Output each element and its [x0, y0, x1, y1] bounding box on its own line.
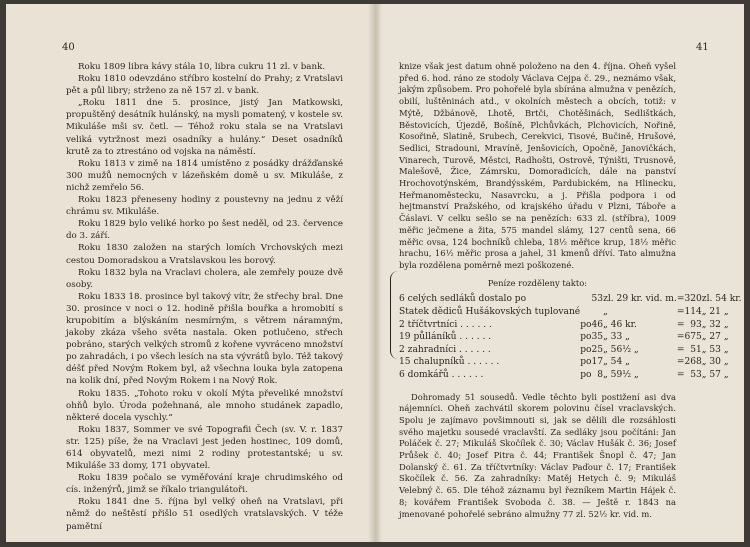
ledger-po: po	[580, 319, 592, 330]
ledger-name: Statek dědiců Hušákovských tuplované	[399, 306, 581, 317]
ledger-rest: „ 57 „	[701, 369, 729, 380]
ledger-rest: „ 32 „	[701, 319, 729, 330]
ledger-rest: „ 30 „	[701, 357, 729, 368]
ledger-po: po	[580, 344, 592, 355]
ledger-row	[399, 331, 742, 344]
ledger-unit: „ 33 „	[603, 332, 630, 343]
paragraph: „Roku 1811 dne 5. prosince, jistý Jan Matkowski, propuštěný desátník hulánský, na mysli pomatený, v kostele sv. Mikuláše mši sv. četl. — Téhož roku stala se na Vratslavi veliká vytržnost mezi osadníky a hulány.“ Deset osadníků krutě za to ztrestáno od vojska na náměstí.	[66, 98, 343, 157]
ledger-amount	[591, 306, 603, 319]
ledger-equals: =	[676, 344, 685, 355]
ledger-row	[399, 293, 742, 306]
ledger-rest: „ 27 „	[701, 332, 729, 343]
ledger-rest: „ 21 „	[701, 306, 729, 317]
ledger-table	[399, 293, 742, 381]
ledger-result: 320	[684, 294, 702, 305]
ledger-unit: zl. 29 kr. vid. m.	[603, 294, 677, 305]
right-page	[375, 4, 744, 542]
ledger-equals: =	[676, 319, 685, 330]
paragraph: Roku 1832 byla na Vraclavi cholera, ale zemřely pouze dvě osoby.	[66, 267, 343, 290]
ledger-result: 53	[690, 369, 702, 380]
ledger-row	[399, 344, 742, 357]
ledger-amount: 8	[597, 369, 604, 380]
ledger-name: 6 domkářů . . . . . .	[399, 369, 484, 380]
ledger-equals: =	[676, 294, 685, 305]
paragraph: Roku 1813 v zimě na 1814 umístěno z posádky drážďanské 300 mužů nemocných v lázeňském domě u sv. Mikuláše, z nichž zemřelo 56.	[66, 158, 343, 193]
ledger-unit: „ 54 „	[603, 357, 630, 368]
ledger-name: 15 chalupníků . . . . . .	[399, 357, 500, 368]
paragraph: Dohromady 51 sousedů. Vedle těchto byli postižení asi dva nájemníci. Oheň zachvátil skorem polovinu čísel vraclavských. Spolu je zajímavo povšimnouti si, jak se dělili dle rozsáhlosti svého majetku sousedé vraclavští. Za sedláky jsou počítáni: Jan Poláček č. 27; Mikuláš Skočílek č. 30; Václav Hušák č. 36; Josef Průšek č. 40; Josef Pitra č. 44; František Šnopl č. 47; Jan Dolanský č. 61. Za tříčtvrtníky: Václav Paďour č. 17; František Skočílek č. 56. Za zahradníky: Matěj Hetych č. 9; Mikuláš Velebný č. 65. Dle téhož záznamu byl řezníkem Martin Hájek č. 8; kovářem František Svoboda č. 38. — Ještě r. 1843 na jmenované pohořelé sebráno almužny 77 zl. 52½ kr. vid. m.	[399, 391, 676, 519]
paragraph: Roku 1829 bylo veliké horko po šest neděl, od 23. července do 3. září.	[66, 219, 343, 242]
paragraph: Roku 1835. „Tohoto roku v okolí Mýta převeliké množství ohňů bylo. Úroda požehnaná, ale mnoho studánek zapadlo, některé docela vyschly.“	[66, 388, 343, 423]
right-page-text	[399, 61, 742, 520]
ledger-name: 2 tříčtvrtníci . . . . . .	[399, 319, 492, 330]
ledger-po: po	[580, 332, 592, 343]
paragraph: Roku 1841 dne 5. října byl velký oheň na Vratslavi, při němž do neštěstí přišlo 51 osedlých vratslavských. V téže pamětní	[66, 497, 343, 532]
ledger-equals: =	[676, 357, 685, 368]
ledger-row	[399, 369, 742, 382]
ledger-name: 19 půlláníků . . . . . .	[399, 332, 492, 343]
ledger-amount: 53	[591, 294, 604, 305]
left-page	[6, 4, 375, 542]
paragraph: Roku 1839 počalo se vyměřování kraje chrudimského od cís. inženýrů, jimž se říkalo triangulátoři.	[66, 473, 343, 496]
ledger-rest: „ 53 „	[701, 344, 729, 355]
ledger-po: po	[580, 357, 592, 368]
ledger-result: 268	[684, 357, 702, 368]
ledger-row	[399, 319, 742, 332]
ledger-po: po	[580, 369, 592, 380]
ledger-po	[580, 306, 591, 319]
ledger-unit: „ 56½ „	[603, 344, 639, 355]
ledger-amount: 35	[591, 332, 604, 343]
ledger-result: 114	[684, 306, 702, 317]
ledger-name: 6 celých sedláků dostalo po	[399, 294, 527, 305]
ledger-name: 2 zahradníci . . . . . .	[399, 344, 491, 355]
page-number: 40	[62, 42, 75, 53]
paragraph: Roku 1823 přeneseny hodiny z poustevny na jednu z věží chrámu sv. Mikuláše.	[66, 195, 343, 218]
page-number: 41	[696, 42, 709, 53]
ledger-equals: =	[676, 306, 685, 317]
ledger-unit: „ 46 kr.	[603, 319, 637, 330]
paragraph: Roku 1810 odevzdáno stříbro kostelní do Prahy; z Vratslavi pět a půl libry; strženo za ně 157 zl. v bank.	[66, 74, 343, 97]
paragraph: Roku 1837, Sommer ve své Topografii Čech (sv. V. r. 1837 str. 125) píše, že na Vraclavi jest jeden hostinec, 109 domů, 614 obyvatelů, mezi nimi 2 rodiny protestantské; u sv. Mikuláše 33 domy, 171 obyvatel.	[66, 424, 343, 472]
ledger-result: 51	[690, 344, 702, 355]
ledger-result: 675	[684, 332, 702, 343]
left-page-text	[66, 61, 343, 533]
ledger-equals: =	[676, 332, 685, 343]
ledger-row	[399, 356, 742, 369]
paragraph: knize však jest datum ohně položeno na den 4. října. Oheň vyšel před 6. hod. ráno ze stodoly Václava Cejpa č. 29., neznámo však, jakým způsobem. Pro pohořelé byla sbírána almužna v penězích, obilí, luštěninách atd., v okolních městech a obcích, totiž: v Mýtě, Džbánově, Lhotě, Brtči, Chotěšinách, Sedlištkách, Běstovicích, Újezdě, Bošíně, Plchůvkách, Plchovicích, Nořině, Kosořině, Slatině, Srubech, Cerekvici, Tisové, Bučině, Hrušové, Sedlici, Stradouni, Mravíně, Jenšovicích, Opočně, Janovičkách, Vinarech, Turově, Městci, Radhošti, Ostrově, Týništi, Trusnově, Malešově, Žice, Zámrsku, Domoradicích, dále na panství Hrochovotýnském, Brandýsském, Pardubickém, na Hlinecku, Heřmanoměstecku, Nasavrcku, a j. Přišla podpora i od hejtmanství Pražského, od krajského úřadu v Plzni, Táboře a Čáslavi. V celku sešlo se na penězích: 633 zl. (stříbra), 1009 měřic ječmene a žita, 575 mandel slámy, 127 centů sena, 66 měřic ovsa, 124 bochníků chleba, 18½ měřice krup, 18½ měřic hrachu, 16½ měřic prosa a jahel, 31 kmenů dříví. Tato almužna byla rozdělena poměrně mezi poškozené.	[399, 61, 676, 270]
ledger-equals: =	[676, 369, 685, 380]
book-gutter	[368, 4, 382, 542]
ledger-bracket	[390, 271, 399, 359]
ledger-po	[580, 293, 591, 306]
ledger-amount: 25	[591, 344, 604, 355]
paragraph: Roku 1809 libra kávy stála 10, libra cukru 11 zl. v bank.	[78, 62, 326, 72]
ledger-result: 93	[690, 319, 702, 330]
book-spread	[6, 4, 744, 542]
ledger-amount: 46	[591, 319, 604, 330]
paragraph: Roku 1833 18. prosince byl takový vítr, že střechy bral. Dne 30. prosince v noci o 12. hodině přišla bouřka a hromobití s krupobitím a blýskáním nesmírným, s větrem náramným, jakoby zkáza všeho světa nastala. Oken potlučeno, střech pobráno, starých velkých stromů z kořene vyvráceno množství po zahradách, i po všech lesích na sta vývrátů bylo. Též takový déšť před Novým Rokem byl, až všechna louka byla zatopena na kolik dní, před Novým Rokem i na Nový Rok.	[66, 291, 343, 387]
paragraph: Roku 1830 založen na starých lomích Vrchovských mezi cestou Domoradskou a Vratslavskou les borový.	[66, 243, 343, 266]
ledger-rest: zl. 54 kr.	[701, 294, 742, 305]
ledger-heading: Peníze rozděleny takto:	[487, 277, 588, 288]
ledger-row	[399, 306, 742, 319]
ledger-amount: 17	[591, 357, 604, 368]
ledger-unit: „	[603, 306, 608, 317]
ledger-unit: „ 59½ „	[603, 369, 639, 380]
